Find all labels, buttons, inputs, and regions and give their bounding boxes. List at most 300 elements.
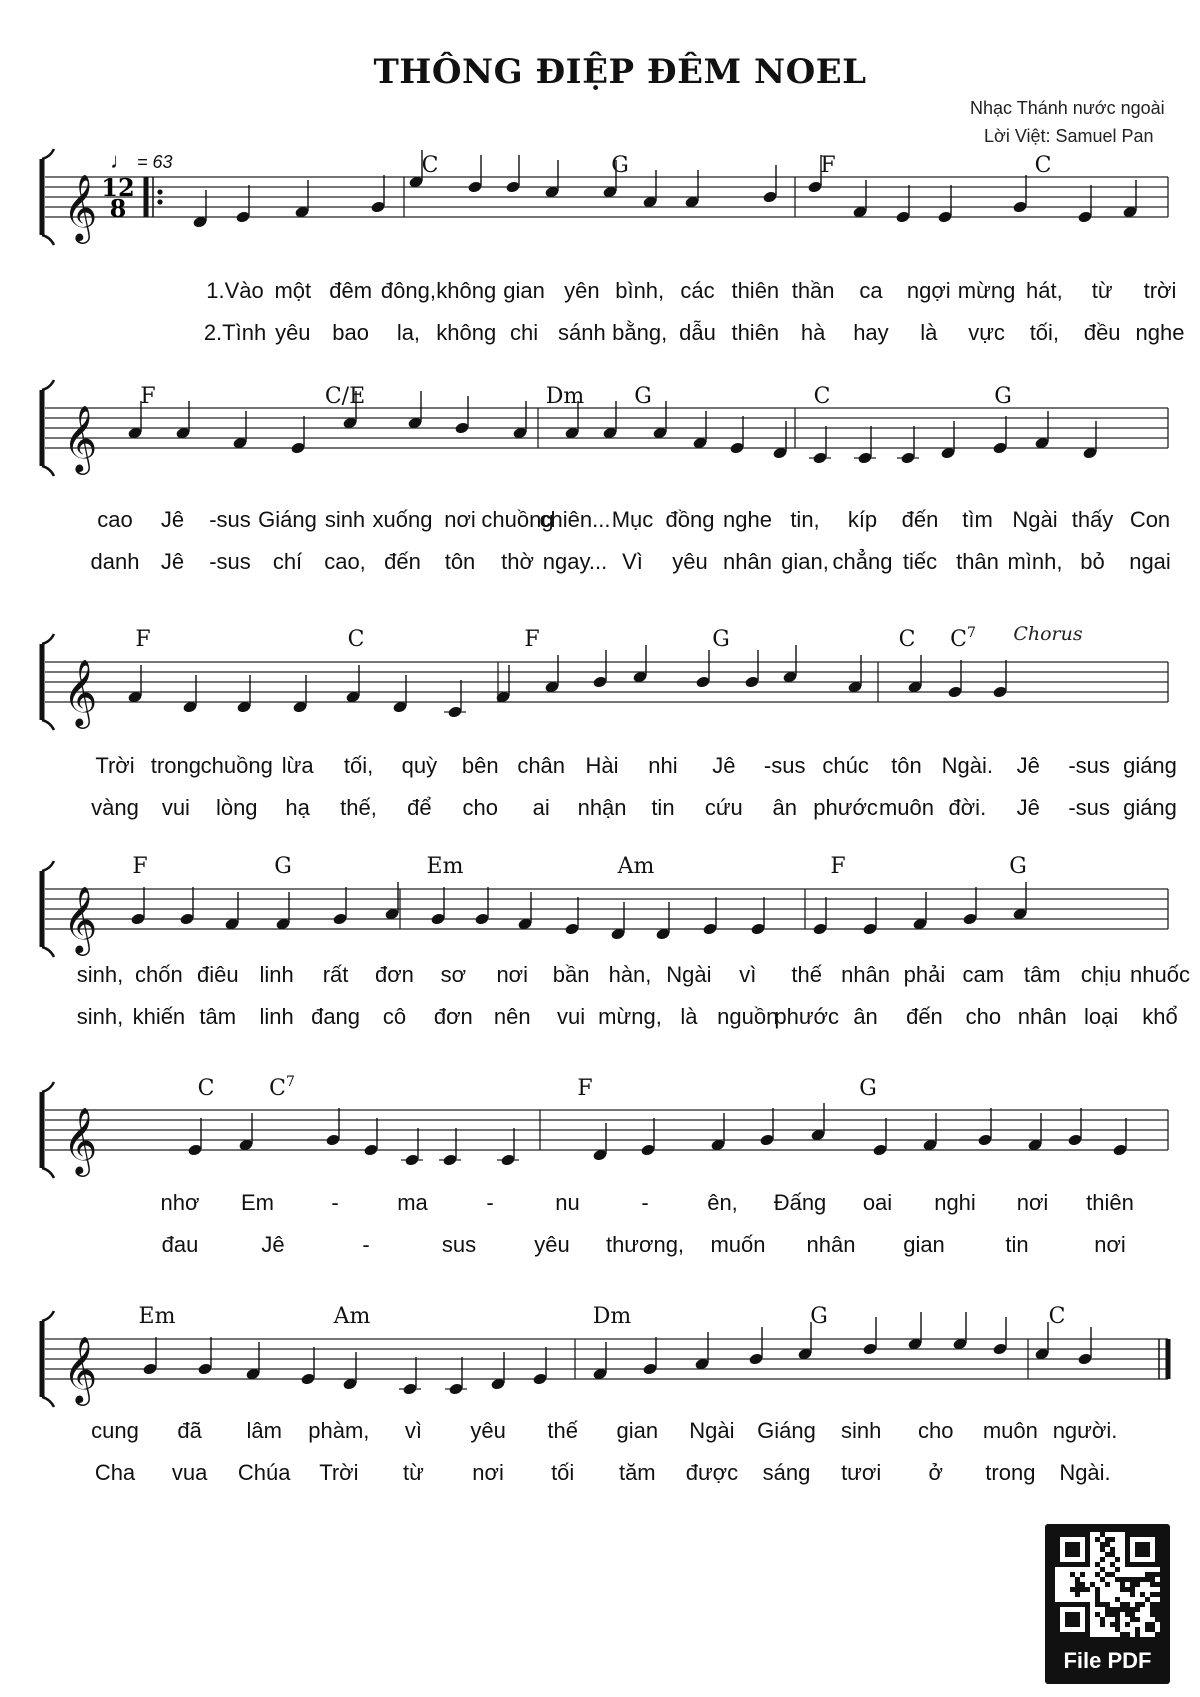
qr-module — [1120, 1632, 1125, 1637]
lyric-verse-1: -sus — [209, 507, 251, 532]
lyric-verse-1: các — [680, 278, 715, 303]
lyric-verse-2: Jê — [261, 1232, 285, 1257]
lyric-verse-1: thần — [791, 278, 835, 303]
qr-module — [1115, 1567, 1120, 1572]
lyric-verse-1: một — [274, 278, 312, 303]
qr-module — [1085, 1587, 1090, 1592]
lyric-verse-2: - — [362, 1232, 370, 1257]
lyric-verse-2: thiên — [731, 320, 780, 345]
lyric-verse-1: cung — [91, 1418, 139, 1443]
lyric-verse-2: ở — [928, 1460, 943, 1485]
chord-symbol: F — [524, 627, 540, 652]
system-bracket-top — [42, 380, 54, 390]
treble-clef-icon: 𝄞 — [63, 1106, 98, 1174]
qr-module — [1095, 1592, 1100, 1597]
qr-module — [1095, 1612, 1100, 1617]
treble-clef-icon: 𝄞 — [63, 658, 98, 726]
lyric-verse-1: xuống — [372, 507, 433, 532]
qr-module — [1150, 1607, 1155, 1612]
lyric-verse-1: yên — [564, 278, 600, 303]
lyric-verse-2: gian, — [781, 549, 829, 574]
lyric-verse-2: sáng — [762, 1460, 811, 1485]
qr-module — [1105, 1537, 1110, 1542]
lyric-verse-1: mừng — [957, 278, 1016, 303]
lyric-verse-1: đêm — [329, 278, 373, 303]
lyric-verse-1: nhuốc — [1130, 962, 1190, 987]
lyric-verse-1: -sus — [763, 753, 806, 778]
lyric-verse-1: 1.Vào — [206, 278, 264, 303]
time-signature-bottom: 8 — [109, 194, 127, 223]
lyric-verse-1: cam — [962, 962, 1005, 987]
lyric-verse-1: Ngài — [666, 962, 712, 987]
chord-symbol: Dm — [545, 384, 585, 409]
lyric-verse-2: ân — [772, 795, 797, 820]
qr-module — [1105, 1542, 1110, 1547]
chord-symbol: C — [898, 627, 916, 652]
lyric-verse-2: yêu — [672, 549, 708, 574]
qr-finder-core — [1065, 1542, 1080, 1557]
lyric-verse-2: cao, — [324, 549, 366, 574]
lyric-verse-2: không — [436, 320, 497, 345]
qr-module — [1105, 1572, 1110, 1577]
lyric-verse-2: nơi — [1094, 1232, 1126, 1257]
repeat-dot — [157, 189, 162, 194]
qr-code-icon — [1055, 1532, 1160, 1637]
lyric-verse-1: gian — [616, 1418, 659, 1443]
lyric-verse-1: giáng — [1123, 753, 1177, 778]
qr-module — [1105, 1582, 1110, 1587]
lyric-verse-2: lòng — [215, 795, 258, 820]
lyric-verse-1: thiên — [731, 278, 780, 303]
qr-module — [1115, 1612, 1120, 1617]
qr-module — [1110, 1572, 1115, 1577]
lyric-verse-1: - — [486, 1190, 494, 1215]
lyric-verse-2: vàng — [91, 795, 139, 820]
qr-module — [1135, 1582, 1140, 1587]
lyric-verse-2: chí — [272, 549, 303, 574]
lyric-verse-2: ân — [853, 1004, 878, 1029]
lyric-verse-2: đến — [906, 1004, 943, 1029]
chord-symbol: G — [712, 627, 730, 652]
lyric-verse-2: giáng — [1123, 795, 1177, 820]
chord-symbol: C — [197, 1076, 215, 1101]
qr-module — [1150, 1592, 1155, 1597]
qr-module — [1075, 1592, 1080, 1597]
qr-module — [1155, 1602, 1160, 1607]
lyric-verse-2: sinh, — [76, 1004, 124, 1029]
lyric-verse-2: mình, — [1007, 549, 1063, 574]
qr-module — [1135, 1607, 1140, 1612]
lyric-verse-2: tăm — [618, 1460, 656, 1485]
qr-module — [1100, 1567, 1105, 1572]
lyric-verse-1: Jê — [712, 753, 736, 778]
lyric-verse-2: để — [407, 795, 432, 820]
lyric-verse-2: cứu — [704, 795, 743, 820]
lyric-verse-2: 2.Tình — [203, 320, 267, 345]
qr-module — [1075, 1582, 1080, 1587]
qr-module — [1100, 1577, 1105, 1582]
lyric-verse-1: gian — [503, 278, 545, 303]
lyric-verse-2: sus — [441, 1232, 477, 1257]
qr-module — [1150, 1572, 1155, 1577]
lyric-verse-1: tìm — [962, 507, 993, 532]
lyric-verse-1: kíp — [847, 507, 878, 532]
lyric-verse-1: bên — [461, 753, 499, 778]
lyric-verse-2: vua — [171, 1460, 208, 1485]
chord-symbol: C — [421, 153, 439, 178]
lyric-verse-1: trời — [1143, 278, 1177, 303]
qr-module — [1125, 1577, 1130, 1582]
qr-module — [1155, 1592, 1160, 1597]
lyric-verse-2: nhân — [1017, 1004, 1067, 1029]
chord-symbol: G — [611, 153, 629, 178]
qr-module — [1135, 1602, 1140, 1607]
lyric-verse-1: chúc — [822, 753, 869, 778]
qr-module — [1130, 1587, 1135, 1592]
lyric-verse-2: phước — [774, 1004, 839, 1029]
qr-module — [1125, 1607, 1130, 1612]
lyric-verse-2: yêu — [534, 1232, 570, 1257]
qr-module — [1155, 1607, 1160, 1612]
chord-symbol: $C^7$ — [950, 625, 976, 652]
lyric-verse-1: tâm — [1023, 962, 1061, 987]
system-bracket-top — [42, 149, 54, 159]
tempo-value: = 63 — [137, 152, 173, 172]
lyric-verse-2: yêu — [275, 320, 311, 345]
qr-module — [1135, 1632, 1140, 1637]
qr-module — [1095, 1597, 1100, 1602]
lyric-verse-1: linh — [259, 962, 294, 987]
qr-module — [1125, 1602, 1130, 1607]
lyric-verse-1: ên, — [707, 1190, 738, 1215]
lyric-verse-2: nhân — [806, 1232, 856, 1257]
lyric-verse-2: thương, — [605, 1232, 685, 1257]
qr-module — [1115, 1627, 1120, 1632]
lyric-verse-2: cho — [462, 795, 499, 820]
lyric-verse-1: - — [641, 1190, 649, 1215]
chord-symbol: Em — [138, 1304, 176, 1329]
lyric-verse-2: la, — [396, 320, 421, 345]
lyric-verse-2: Trời — [319, 1460, 359, 1485]
chord-symbol: C — [813, 384, 831, 409]
lyric-verse-1: thế — [547, 1418, 578, 1443]
qr-module — [1095, 1587, 1100, 1592]
lyric-verse-2: hà — [800, 320, 826, 345]
system-bracket-top — [42, 634, 54, 644]
lyric-verse-2: hay — [853, 320, 889, 345]
lyric-verse-1: chuồng — [481, 507, 554, 532]
qr-module — [1155, 1572, 1160, 1577]
qr-module — [1070, 1587, 1075, 1592]
lyric-verse-1: ca — [859, 278, 883, 303]
staff-system — [42, 149, 1184, 345]
lyric-verse-2: ngai — [1129, 549, 1171, 574]
system-bracket-top — [42, 1311, 54, 1321]
system-bracket-bottom — [42, 466, 54, 476]
qr-module — [1125, 1632, 1130, 1637]
qr-finder-core — [1065, 1612, 1080, 1627]
lyric-verse-1: đông, — [380, 278, 436, 303]
chord-symbol: C/E — [324, 384, 366, 409]
lyric-verse-1: thiên — [1086, 1190, 1134, 1215]
system-bracket-bottom — [42, 1397, 54, 1407]
lyric-verse-1: nu — [555, 1190, 580, 1215]
qr-module — [1100, 1547, 1105, 1552]
lyric-verse-2: gian — [903, 1232, 945, 1257]
lyric-verse-2: muôn — [878, 795, 934, 820]
pdf-download-badge[interactable] — [1045, 1524, 1170, 1684]
treble-clef-icon: 𝄞 — [63, 885, 98, 953]
qr-module — [1145, 1577, 1150, 1582]
lyric-verse-1: Jê — [1016, 753, 1040, 778]
qr-module — [1115, 1597, 1120, 1602]
lyric-verse-2: tâm — [199, 1004, 237, 1029]
lyric-verse-1: chuồng — [200, 753, 273, 778]
qr-module — [1095, 1562, 1100, 1567]
lyric-verse-2: -sus — [209, 549, 251, 574]
lyric-verse-2: danh — [90, 549, 140, 574]
lyric-verse-1: ma — [397, 1190, 428, 1215]
lyrics-credit: Lời Việt: Samuel Pan — [984, 126, 1154, 146]
lyric-verse-1: đồng — [665, 507, 715, 532]
lyric-verse-1: quỳ — [401, 753, 438, 778]
qr-module — [1115, 1607, 1120, 1612]
qr-module — [1115, 1557, 1120, 1562]
qr-module — [1130, 1582, 1135, 1587]
lyric-verse-2: bỏ — [1080, 549, 1105, 574]
chord-superscript: 7 — [966, 625, 976, 641]
qr-module — [1100, 1557, 1105, 1562]
lyric-verse-1: bần — [552, 962, 590, 987]
lyric-verse-1: thế — [791, 962, 822, 987]
qr-module — [1155, 1582, 1160, 1587]
qr-module — [1155, 1612, 1160, 1617]
qr-module — [1120, 1577, 1125, 1582]
lyric-verse-1: đơn — [374, 962, 414, 987]
lyric-verse-1: Ngài — [1012, 507, 1058, 532]
lyric-verse-1: Giáng — [757, 1418, 816, 1443]
chord-symbol: G — [634, 384, 652, 409]
qr-module — [1130, 1607, 1135, 1612]
lyric-verse-2: Vì — [622, 549, 643, 574]
qr-module — [1095, 1572, 1100, 1577]
lyric-verse-1: người. — [1052, 1418, 1118, 1443]
qr-module — [1150, 1582, 1155, 1587]
qr-module — [1135, 1627, 1140, 1632]
qr-module — [1110, 1607, 1115, 1612]
qr-module — [1130, 1592, 1135, 1597]
chord-symbol: F — [132, 854, 148, 879]
qr-module — [1150, 1622, 1155, 1627]
lyric-verse-1: đến — [901, 507, 939, 532]
chord-symbol: G — [1009, 854, 1027, 879]
qr-module — [1120, 1587, 1125, 1592]
lyric-verse-2: nhận — [577, 795, 627, 820]
lyric-verse-2: thế, — [340, 795, 377, 820]
repeat-dot — [157, 199, 162, 204]
system-bracket-bottom — [42, 947, 54, 957]
treble-clef-icon: 𝄞 — [63, 1335, 98, 1403]
qr-module — [1110, 1547, 1115, 1552]
lyric-verse-1: hàn, — [608, 962, 652, 987]
lyric-verse-2: nguồn — [717, 1004, 779, 1029]
qr-module — [1125, 1587, 1130, 1592]
qr-module — [1145, 1572, 1150, 1577]
chord-symbol: $C^7$ — [269, 1074, 295, 1101]
lyric-verse-1: Giáng — [258, 507, 317, 532]
lyric-verse-2: chi — [510, 320, 539, 345]
lyric-verse-2: đang — [311, 1004, 361, 1029]
lyric-verse-2: Chúa — [237, 1460, 291, 1485]
lyric-verse-2: loại — [1083, 1004, 1119, 1029]
lyric-verse-2: khiến — [132, 1004, 186, 1029]
music-credit: Nhạc Thánh nước ngoài — [970, 98, 1165, 118]
lyric-verse-1: cao — [97, 507, 133, 532]
lyric-verse-1: -sus — [1068, 753, 1110, 778]
chord-symbol: F — [577, 1076, 593, 1101]
lyric-verse-1: chốn — [135, 962, 183, 987]
lyric-verse-2: nơi — [472, 1460, 504, 1485]
qr-module — [1135, 1577, 1140, 1582]
chord-symbol: G — [274, 854, 292, 879]
qr-module — [1075, 1587, 1080, 1592]
qr-module — [1120, 1607, 1125, 1612]
lyric-verse-2: Cha — [94, 1460, 136, 1485]
lyric-verse-2: mừng, — [598, 1004, 662, 1029]
lyric-verse-1: rất — [322, 962, 349, 987]
song-title: THÔNG ĐIỆP ĐÊM NOEL — [373, 52, 867, 92]
lyric-verse-1: phải — [903, 962, 946, 987]
lyric-verse-2: Jê — [160, 549, 185, 574]
system-bracket-bottom — [42, 720, 54, 730]
lyric-verse-1: yêu — [470, 1418, 506, 1443]
system-bracket-top — [42, 1082, 54, 1092]
qr-module — [1080, 1582, 1085, 1587]
lyric-verse-1: chịu — [1080, 962, 1122, 987]
lyric-verse-1: từ — [1091, 278, 1113, 303]
chord-symbol: G — [994, 384, 1012, 409]
lyric-verse-2: đến — [384, 549, 421, 574]
lyric-verse-1: - — [331, 1190, 339, 1215]
lyric-verse-2: -sus — [1068, 795, 1110, 820]
chord-symbol: Em — [426, 854, 464, 879]
qr-module — [1100, 1532, 1105, 1537]
lyric-verse-1: nhi — [648, 753, 678, 778]
lyric-verse-2: dẫu — [679, 320, 716, 345]
qr-module — [1140, 1602, 1145, 1607]
lyric-verse-2: chẳng — [832, 549, 893, 574]
qr-module — [1130, 1617, 1135, 1622]
lyric-verse-2: nghe — [1135, 320, 1185, 345]
lyric-verse-1: nghi — [934, 1190, 976, 1215]
system-bracket-top — [42, 861, 54, 871]
qr-module — [1150, 1602, 1155, 1607]
qr-module — [1110, 1562, 1115, 1567]
qr-module — [1105, 1552, 1110, 1557]
chord-symbol: G — [810, 1304, 828, 1329]
treble-clef-icon: 𝄞 — [63, 404, 98, 472]
lyric-verse-2: Jê — [1016, 795, 1040, 820]
lyric-verse-1: điêu — [196, 962, 239, 987]
lyric-verse-2: tiếc — [902, 549, 938, 574]
lyric-verse-2: tin — [651, 795, 675, 820]
lyric-verse-1: Mục — [611, 507, 654, 532]
lyric-verse-2: thân — [956, 549, 999, 574]
file-pdf-label: File PDF — [1063, 1648, 1152, 1673]
qr-module — [1110, 1552, 1115, 1557]
lyric-verse-1: phàm, — [308, 1418, 370, 1443]
chord-symbol: G — [859, 1076, 877, 1101]
qr-finder-core — [1135, 1542, 1150, 1557]
chord-symbol: F — [135, 627, 151, 652]
staff-system — [42, 380, 1171, 574]
lyric-verse-2: tươi — [841, 1460, 882, 1485]
lyric-verse-2: thờ — [501, 549, 534, 574]
lyric-verse-1: nhân — [841, 962, 891, 987]
treble-clef-icon: 𝄞 — [63, 173, 98, 241]
lyric-verse-1: tôn — [891, 753, 922, 778]
qr-module — [1070, 1572, 1075, 1577]
lyric-verse-1: Ngài. — [941, 753, 994, 778]
lyric-verse-2: trong — [985, 1460, 1036, 1485]
lyric-verse-1: tối, — [343, 753, 374, 778]
staff-system — [42, 1304, 1168, 1485]
qr-module — [1145, 1622, 1150, 1627]
qr-module — [1155, 1632, 1160, 1637]
chorus-marking: Chorus — [1013, 623, 1083, 645]
lyric-verse-2: ai — [532, 795, 550, 820]
qr-module — [1130, 1612, 1135, 1617]
lyric-verse-1: nhơ — [160, 1190, 200, 1215]
chord-symbol: C — [1034, 153, 1052, 178]
lyric-verse-1: nghe — [723, 507, 772, 532]
lyric-verse-1: Con — [1129, 507, 1171, 532]
lyric-verse-2: nên — [493, 1004, 531, 1029]
qr-module — [1100, 1617, 1105, 1622]
lyric-verse-2: cô — [382, 1004, 407, 1029]
lyric-verse-1: không — [436, 278, 497, 303]
qr-module — [1095, 1537, 1100, 1542]
lyric-verse-2: vực — [968, 320, 1005, 345]
lyric-verse-2: bao — [332, 320, 369, 345]
qr-module — [1080, 1572, 1085, 1577]
qr-module — [1080, 1587, 1085, 1592]
qr-module — [1095, 1602, 1100, 1607]
lyric-verse-2: đau — [161, 1232, 199, 1257]
lyric-verse-2: là — [920, 320, 938, 345]
chord-symbol: Am — [617, 854, 655, 879]
lyric-verse-1: chân — [517, 753, 566, 778]
lyric-verse-2: đơn — [433, 1004, 473, 1029]
qr-module — [1135, 1617, 1140, 1622]
qr-module — [1115, 1617, 1120, 1622]
lyric-verse-1: sinh, — [76, 962, 124, 987]
lyric-verse-2: ngay... — [542, 549, 608, 574]
lyric-verse-2: nhân — [723, 549, 772, 574]
lyric-verse-1: chiên... — [539, 507, 611, 532]
qr-module — [1115, 1577, 1120, 1582]
lyric-verse-2: hạ — [285, 795, 310, 820]
lyric-verse-1: tin, — [790, 507, 820, 532]
chord-symbol: Dm — [592, 1304, 632, 1329]
chord-symbol: F — [140, 384, 156, 409]
qr-module — [1090, 1582, 1095, 1587]
lyric-verse-1: thấy — [1071, 507, 1114, 532]
lyric-verse-2: là — [680, 1004, 698, 1029]
qr-module — [1145, 1627, 1150, 1632]
chord-symbol: C — [347, 627, 365, 652]
chord-symbol: F — [820, 153, 836, 178]
